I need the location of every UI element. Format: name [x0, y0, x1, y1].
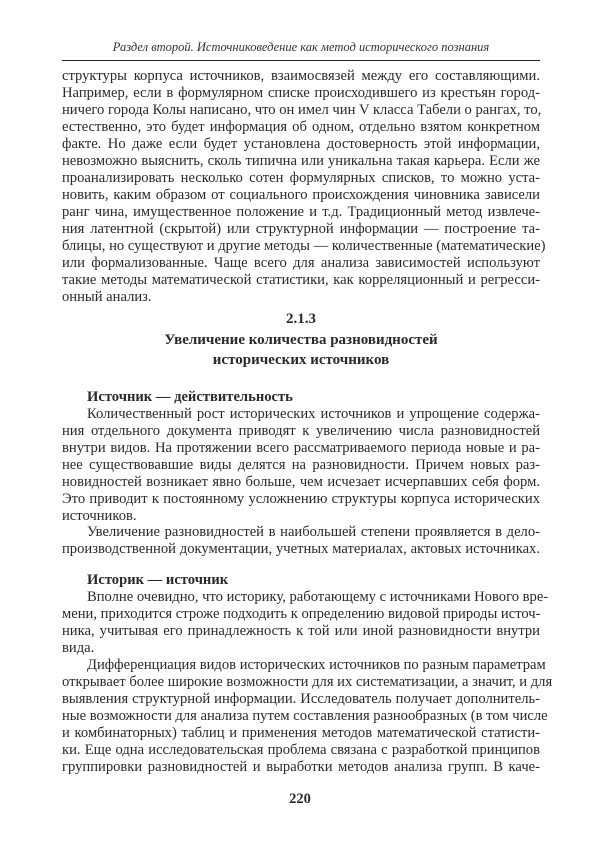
paragraph: [62, 657, 553, 776]
text-line: факте. Но даже если будет установлена достоверность этой информации,: [62, 136, 540, 152]
section-title-line: Увеличение количества разновидностей: [164, 331, 438, 348]
text-line: структуры корпуса источников, взаимосвязей между его составляющими.: [62, 68, 540, 84]
text-line: Количественный рост исторических источников и упрощение содержа-: [87, 406, 540, 422]
section-heading: [62, 309, 540, 371]
text-line: группировки разновидностей и выработки методов анализа групп. В каче-: [62, 759, 540, 775]
text-line: Дифференциация видов исторических источников по разным параметрам: [87, 657, 546, 673]
text-line: открывает более широкие возможности для их систематизации, а значит, и для: [62, 674, 553, 690]
text-line: мени, приходится строже подходить к определению видовой природы источ-: [62, 606, 541, 622]
text-line: вида.: [62, 640, 95, 656]
running-head: Раздел второй. Источниковедение как метод исторического познания: [112, 40, 490, 54]
text-line: и комбинаторных) таблиц и применения методов математической статисти-: [62, 725, 540, 741]
text-line: новить, каким образом от социального происхождения чиновника зависели: [62, 187, 540, 203]
text-line: Вполне очевидно, что историку, работающему с источниками Нового вре-: [87, 589, 549, 605]
text-line: ния латентной (скрытой) или структурной информации — построение та-: [62, 221, 540, 237]
text-line: ничего города Колы написано, что он имел чин V класса Табели о рангах, то,: [62, 102, 542, 118]
text-line: блицы, но существуют и другие методы — количественные (математические): [62, 238, 546, 254]
text-line: источников.: [62, 508, 137, 524]
text-line: или формализованные. Чаще всего для анализа зависимостей используют: [62, 255, 540, 271]
text-line: производственной документации, учетных материалах, актовых источниках.: [62, 541, 540, 557]
subsection-title: Историк — источник: [87, 572, 229, 588]
text-line: естественно, это будет информация об одном, отдельно взятом конкретном: [62, 119, 540, 135]
text-line: ния отдельного документа приводят к увеличению числа разновидностей: [62, 423, 540, 439]
text-line: онный анализ.: [62, 289, 152, 305]
text-line: ки. Еще одна исследовательская проблема связана с разработкой принципов: [62, 742, 540, 758]
text-line: ника, учитывая его принадлежность к той или иной разновидности внутри: [62, 623, 540, 639]
text-line: такие методы математической статистики, как корреляционный и регресси-: [62, 272, 540, 288]
text-line: Это приводит к постоянному усложнению структуры корпуса исторических: [62, 491, 540, 507]
text-line: Увеличение разновидностей в наибольшей степени проявляется в дело-: [87, 524, 540, 540]
text-line: проанализировать несколько сотен формулярных списков, то можно уста-: [62, 170, 540, 186]
header-rule: [62, 60, 540, 61]
text-line: ные возможности для анализа путем составления разнообразных (в том числе: [62, 708, 548, 724]
text-line: ранг чина, имущественное положение и т.д. Традиционный метод извлече-: [62, 204, 540, 220]
section-title-line: исторических источников: [212, 352, 390, 368]
section-number: 2.1.3: [286, 311, 316, 327]
paragraph: [62, 524, 540, 558]
intro-paragraph: [62, 68, 546, 306]
text-line: невозможно выяснить, сколь типична или уникальна такая карьера. Если же: [62, 153, 540, 169]
text-line: внутри видов. На протяжении всего рассматриваемого периода новые и ра-: [62, 440, 540, 456]
text-line: новидностей возникает явно больше, чем исчезает исчерпавших себя форм.: [62, 474, 540, 490]
paragraph: [62, 406, 540, 525]
text-line: выявления структурной информации. Исследователь получает дополнитель-: [62, 691, 540, 707]
text-line: нее существовавшие виды делятся на разновидности. Причем новых раз-: [62, 457, 540, 473]
page-number: 220: [289, 791, 311, 807]
subsection-title: Источник — действительность: [87, 389, 293, 405]
text-line: Например, если в формулярном списке происходившего из крестьян город-: [62, 85, 540, 101]
paragraph: [62, 589, 549, 657]
